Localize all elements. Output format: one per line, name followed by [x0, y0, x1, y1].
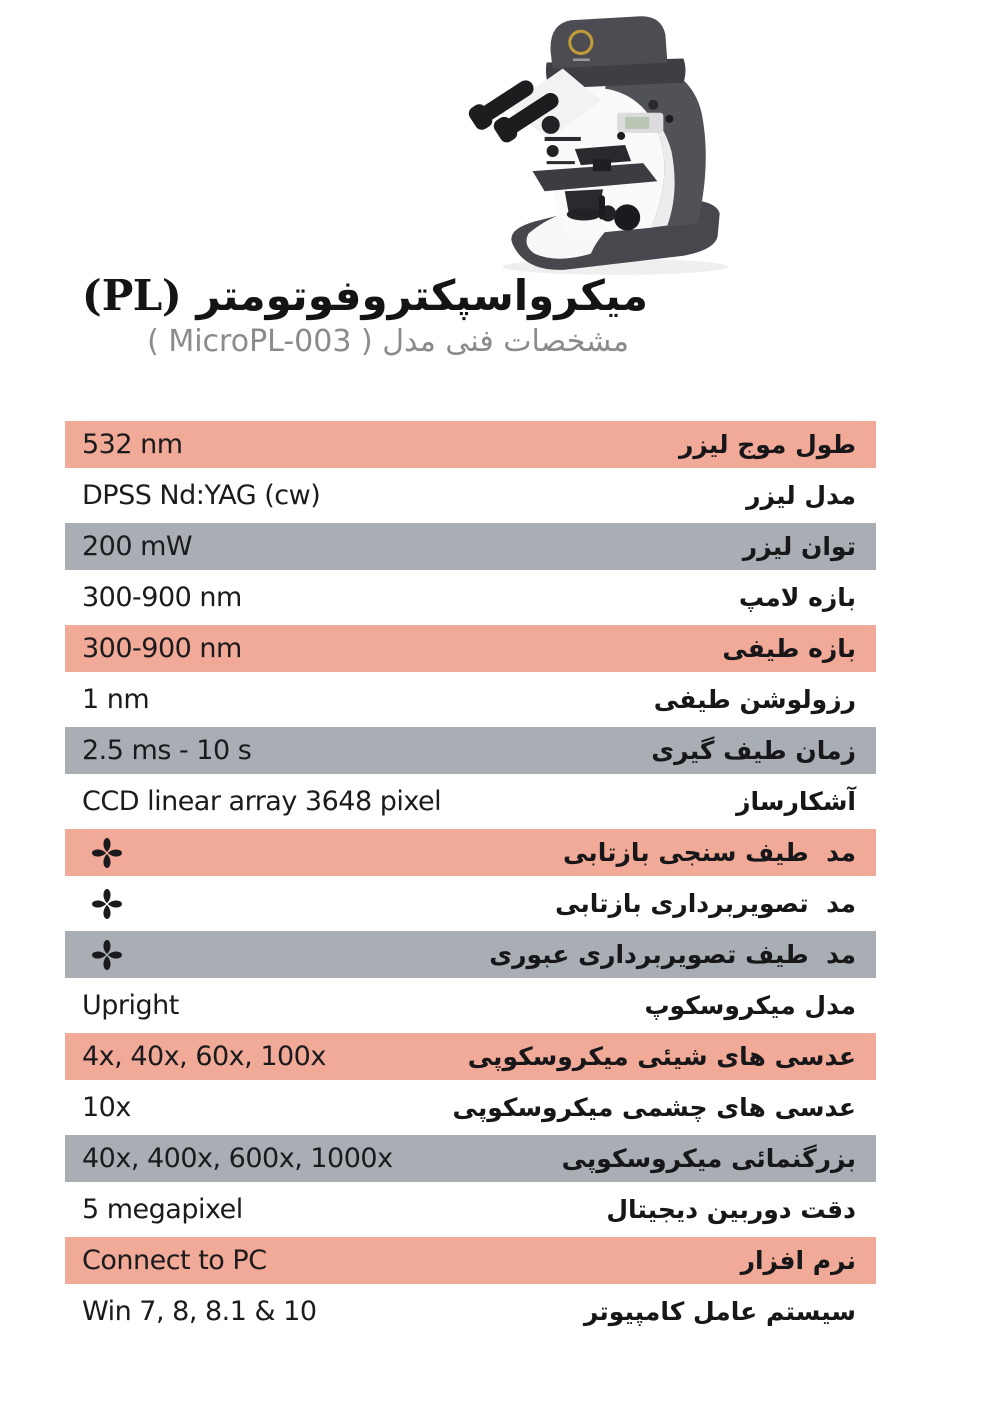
spec-value-cell [65, 633, 242, 664]
spec-row [65, 829, 876, 876]
spec-value-cell [65, 885, 126, 923]
spec-label: مد طیف سنجی بازتابی [563, 838, 856, 867]
spec-value-cell [65, 1041, 326, 1072]
spec-row [65, 1084, 876, 1131]
spec-label: بازه طیفی [722, 634, 856, 663]
spec-row [65, 1033, 876, 1080]
spec-label: مد تصویربرداری بازتابی [555, 889, 856, 918]
spec-value-cell [65, 531, 192, 562]
spec-value: DPSS Nd:YAG (cw) [82, 480, 321, 511]
page-title-model-code: (PL) [81, 271, 182, 320]
spec-label: بزرگنمائی میکروسکوپی [561, 1144, 856, 1173]
spec-value-cell [65, 1245, 267, 1276]
spec-value: Win 7, 8, 8.1 & 10 [82, 1296, 317, 1327]
flower-check-icon [88, 834, 126, 872]
microscope-photo [446, 8, 768, 282]
spec-value-cell [65, 834, 126, 872]
spec-row [65, 523, 876, 570]
spec-value-cell [65, 1143, 393, 1174]
spec-value: 10x [82, 1092, 131, 1123]
spec-label: نرم افزار [740, 1246, 856, 1275]
spec-label: عدسی های چشمی میکروسکوپی [452, 1093, 856, 1122]
spec-value: Connect to PC [82, 1245, 267, 1276]
spec-row [65, 880, 876, 927]
spec-label: زمان طیف گیری [651, 736, 856, 765]
spec-label: مدل لیزر [746, 481, 856, 510]
page-title-farsi: میکرواسپکتروفوتومتر [196, 271, 648, 320]
spec-value-cell [65, 1092, 131, 1123]
spec-label: رزولوشن طیفی [653, 685, 856, 714]
spec-label: مد طیف تصویربرداری عبوری [489, 940, 856, 969]
spec-row [65, 574, 876, 621]
spec-value: 300-900 nm [82, 633, 242, 664]
flower-check-icon [88, 885, 126, 923]
spec-label: دقت دوربین دیجیتال [606, 1195, 856, 1224]
spec-row [65, 982, 876, 1029]
flower-check-icon [88, 936, 126, 974]
spec-row [65, 727, 876, 774]
spec-row [65, 1237, 876, 1284]
spec-row [65, 1288, 876, 1335]
spec-value: CCD linear array 3648 pixel [82, 786, 442, 817]
spec-value-cell [65, 990, 179, 1021]
spec-row [65, 472, 876, 519]
spec-value-cell [65, 684, 149, 715]
spec-row [65, 1135, 876, 1182]
spec-label: سیستم عامل کامپیوتر [583, 1297, 856, 1326]
spec-value: 5 megapixel [82, 1194, 243, 1225]
spec-value: 1 nm [82, 684, 150, 715]
spec-value: 2.5 ms - 10 s [82, 735, 252, 766]
heading-block [81, 271, 648, 360]
spec-label: عدسی های شیئی میکروسکوپی [467, 1042, 856, 1071]
spec-label: مدل میکروسکوپ [644, 991, 856, 1020]
page-title [81, 271, 648, 320]
spec-row [65, 676, 876, 723]
spec-value: 532 nm [82, 429, 183, 460]
spec-row [65, 625, 876, 672]
spec-label: آشکارساز [736, 787, 856, 816]
spec-label: طول موج لیزر [678, 430, 856, 459]
spec-value-cell [65, 429, 183, 460]
spec-value-cell [65, 582, 242, 613]
spec-value-cell [65, 1194, 243, 1225]
spec-row [65, 778, 876, 825]
page-subtitle: مشخصات فنی مدل ( MicroPL-003 ) [147, 324, 629, 360]
spec-value: 200 mW [82, 531, 193, 562]
spec-value-cell [65, 1296, 317, 1327]
spec-value: 40x, 400x, 600x, 1000x [82, 1143, 393, 1174]
spec-value: Upright [82, 990, 179, 1021]
spec-label: توان لیزر [742, 532, 856, 561]
spec-row [65, 931, 876, 978]
spec-value-cell [65, 480, 320, 511]
spec-label: بازه لامپ [738, 583, 856, 612]
spec-value: 300-900 nm [82, 582, 242, 613]
spec-value: 4x, 40x, 60x, 100x [82, 1041, 326, 1072]
spec-value-cell [65, 735, 251, 766]
spec-row [65, 1186, 876, 1233]
spec-row [65, 421, 876, 468]
spec-table [65, 421, 876, 1339]
spec-value-cell [65, 786, 441, 817]
spec-value-cell [65, 936, 126, 974]
